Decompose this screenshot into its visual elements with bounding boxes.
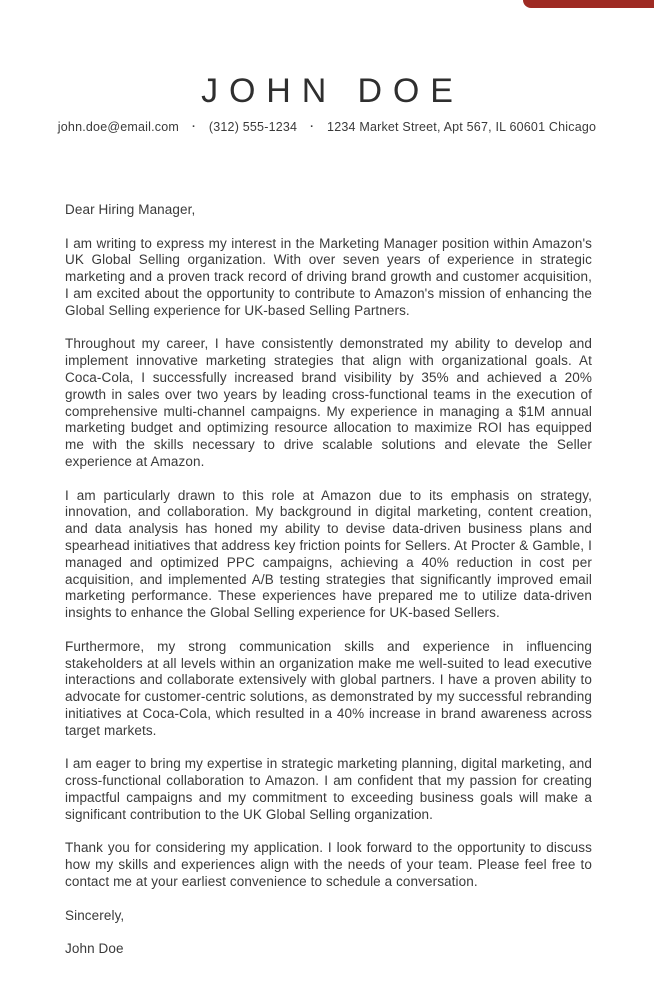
body-paragraph-5: I am eager to bring my expertise in strategic marketing planning, digital marketing, and cross-functional collaboration to Amazon. I am confident that my passion for creating impactful campaigns and my commitment to exceeding business goals will make a significant contribution to the UK Global Selling organization. [65, 756, 592, 822]
letter-header [0, 0, 654, 134]
contact-address: 1234 Market Street, Apt 567, IL 60601 Chicago [327, 120, 597, 135]
body-paragraph-4: Furthermore, my strong communication skills and experience in influencing stakeholders at all levels within an organization make me well-suited to lead executive interactions and collaborate extensively with global partners. I have a proven ability to advocate for customer-centric solutions, as demonstrated by my successful rebranding initiatives at Coca-Cola, which resulted in a 40% increase in brand awareness across target markets. [65, 638, 592, 738]
body-paragraph-2: Throughout my career, I have consistently demonstrated my ability to develop and implement innovative marketing strategies that align with organizational goals. At Coca-Cola, I successfully increased brand visibility by 35% and achieved a 20% growth in sales over two years by leading cross-functional teams in the execution of comprehensive multi-channel campaigns. My experience in managing a $1M annual marketing budget and optimizing resource allocation to maximize ROI has equipped me with the skills necessary to drive scalable solutions and elevate the Seller experience at Amazon. [65, 336, 592, 470]
contact-phone: (312) 555-1234 [208, 120, 298, 135]
letter-body [65, 202, 592, 958]
top-right-accent-bar [523, 0, 654, 8]
body-paragraph-1: I am writing to express my interest in the Marketing Manager position within Amazon's UK Global Selling organization. With over seven years of experience in strategic marketing and a proven track record of driving brand growth and customer acquisition, I am excited about the opportunity to contribute to Amazon's mission of enhancing the Global Selling experience for UK-based Selling Partners. [65, 235, 592, 318]
body-paragraph-3: I am particularly drawn to this role at Amazon due to its emphasis on strategy, innovation, and collaboration. My background in digital marketing, content creation, and data analysis has honed my ability to devise data-driven business plans and spearhead initiatives that address key friction points for Sellers. At Procter & Gamble, I managed and optimized PPC campaigns, achieving a 40% reduction in cost per acquisition, and implemented A/B testing strategies that significantly improved email marketing performance. These experiences have prepared me to utilize data-driven insights to enhance the Global Selling experience for UK-based Sellers. [65, 487, 592, 621]
contact-separator: · [192, 121, 196, 134]
contact-separator: · [310, 121, 315, 134]
applicant-name: JOHN DOE [201, 72, 464, 110]
contact-email: john.doe@email.com [57, 120, 180, 135]
body-paragraph-6: Thank you for considering my application. I look forward to the opportunity to discuss how my skills and experiences align with the needs of your team. Please feel free to contact me at your earliest convenience to schedule a conversation. [65, 840, 592, 889]
salutation: Dear Hiring Manager, [65, 202, 196, 218]
closing: Sincerely, [65, 907, 125, 923]
contact-line [0, 120, 654, 134]
signature-name: John Doe [65, 941, 124, 957]
